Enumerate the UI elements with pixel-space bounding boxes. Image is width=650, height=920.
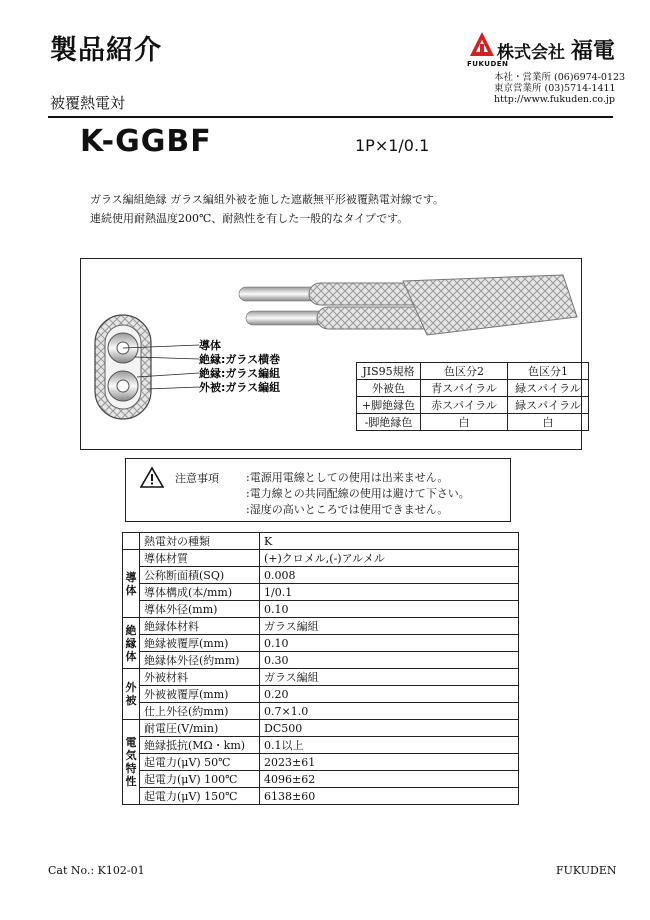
- table-header-cell: 色区分2: [421, 363, 508, 380]
- table-row: [123, 635, 519, 652]
- caution-title: 注意事項: [175, 472, 219, 485]
- spec-value: 1/0.1: [260, 584, 519, 601]
- title-divider: [48, 116, 613, 118]
- spec-label: 起電力(μV) 100℃: [140, 771, 260, 788]
- table-row: [357, 397, 589, 414]
- spec-value: DC500: [260, 720, 519, 737]
- table-cell: 緑スパイラル: [508, 380, 589, 397]
- table-row: [123, 771, 519, 788]
- spec-label: 絶縁抵抗(MΩ・km): [140, 737, 260, 754]
- spec-label: 熱電対の種類: [140, 533, 260, 550]
- spec-label: 起電力(μV) 150℃: [140, 788, 260, 805]
- spec-value: 0.7×1.0: [260, 703, 519, 720]
- product-model: K-GGBF: [80, 124, 212, 159]
- spec-label: 起電力(μV) 50℃: [140, 754, 260, 771]
- spec-label: 導体外径(mm): [140, 601, 260, 618]
- spec-value: 0.008: [260, 567, 519, 584]
- spec-label: 公称断面積(SQ): [140, 567, 260, 584]
- page-title: 製品紹介: [50, 35, 162, 66]
- table-row: [123, 584, 519, 601]
- spec-label: 導体構成(本/mm): [140, 584, 260, 601]
- logo-brand-text: FUKUDEN: [467, 60, 509, 68]
- label-insulation-wrap: 絶縁:ガラス横巻: [199, 353, 281, 366]
- table-row: [123, 703, 519, 720]
- spec-group-insulation: 絶 縁 体: [123, 618, 140, 669]
- description-line: ガラス編組絶縁 ガラス編組外被を施した遮蔽無平形被覆熱電対線です。: [90, 193, 444, 206]
- table-cell: 青スパイラル: [421, 380, 508, 397]
- product-description: [90, 190, 444, 228]
- spec-label: 耐電圧(V/min): [140, 720, 260, 737]
- spec-label: 絶縁体材料: [140, 618, 260, 635]
- table-cell: -脚絶縁色: [357, 414, 421, 431]
- table-row: [123, 601, 519, 618]
- spec-value: (+)クロメル,(-)アルメル: [260, 550, 519, 567]
- caution-item: :電力線との共同配線の使用は避けて下さい。: [246, 487, 470, 500]
- fukuden-logo-icon: [468, 30, 496, 64]
- product-spec: 1P×1/0.1: [355, 136, 430, 155]
- table-cell: 外被色: [357, 380, 421, 397]
- spec-label: 仕上外径(約mm): [140, 703, 260, 720]
- spec-value: 0.30: [260, 652, 519, 669]
- table-row: [357, 363, 589, 380]
- spec-label: 絶縁体外径(約mm): [140, 652, 260, 669]
- address-line: 本社・営業所 (06)6974-0123: [494, 72, 626, 83]
- description-line: 連続使用耐熱温度200℃、耐熱性を有した一般的なタイプです。: [90, 212, 409, 225]
- spec-label: 導体材質: [140, 550, 260, 567]
- spec-value: ガラス編組: [260, 618, 519, 635]
- spec-value: 2023±61: [260, 754, 519, 771]
- warning-icon: [140, 467, 164, 488]
- spec-value: K: [260, 533, 519, 550]
- spec-group-jacket: 外 被: [123, 669, 140, 720]
- cross-section-icon: [95, 315, 199, 419]
- table-cell: +脚絶縁色: [357, 397, 421, 414]
- table-header-cell: 色区分1: [508, 363, 589, 380]
- spec-table: [122, 532, 519, 805]
- spec-value: 0.1以上: [260, 737, 519, 754]
- table-cell: 白: [421, 414, 508, 431]
- table-row: [123, 788, 519, 805]
- website-url: http://www.fukuden.co.jp: [494, 94, 615, 105]
- spec-label: 外被被覆厚(mm): [140, 686, 260, 703]
- label-jacket-braid: 外被:ガラス編組: [199, 381, 281, 394]
- spec-value: 6138±60: [260, 788, 519, 805]
- caution-item: :電源用電線としての使用は出来ません。: [246, 471, 449, 484]
- table-row: [357, 414, 589, 431]
- table-header-cell: JIS95規格: [357, 363, 421, 380]
- table-row: [123, 533, 519, 550]
- spec-group-conductor: 導 体: [123, 550, 140, 618]
- spec-value: 0.20: [260, 686, 519, 703]
- company-address: [494, 72, 625, 105]
- address-line: 東京営業所 (03)5714-1411: [494, 83, 616, 94]
- table-cell: 白: [508, 414, 589, 431]
- company-name: [497, 34, 615, 65]
- table-row: [123, 754, 519, 771]
- company-name-main: 福電: [570, 38, 615, 64]
- color-code-table: [356, 362, 589, 431]
- table-row: [123, 652, 519, 669]
- label-insulation-braid: 絶縁:ガラス編組: [199, 367, 281, 380]
- table-row: [123, 737, 519, 754]
- spec-label: 外被材料: [140, 669, 260, 686]
- table-row: [123, 669, 519, 686]
- table-row: [123, 686, 519, 703]
- table-cell: 赤スパイラル: [421, 397, 508, 414]
- spec-group-cell: [123, 533, 140, 550]
- table-row: [123, 550, 519, 567]
- label-conductor: 導体: [199, 339, 221, 352]
- table-row: [123, 720, 519, 737]
- caution-list: [246, 470, 470, 518]
- spec-value: 4096±62: [260, 771, 519, 788]
- caution-item: :湿度の高いところでは使用できません。: [246, 503, 449, 516]
- catalog-number: Cat No.: K102-01: [48, 864, 145, 877]
- table-row: [123, 618, 519, 635]
- table-cell: 緑スパイラル: [508, 397, 589, 414]
- spec-group-electrical: 電 気 特 性: [123, 720, 140, 805]
- table-row: [357, 380, 589, 397]
- company-prefix: 株式会社: [497, 43, 565, 63]
- footer-brand: FUKUDEN: [556, 864, 617, 877]
- page-subtitle: 被覆熱電対: [50, 94, 126, 112]
- spec-value: 0.10: [260, 635, 519, 652]
- table-row: [123, 567, 519, 584]
- spec-value: ガラス編組: [260, 669, 519, 686]
- spec-label: 絶縁被覆厚(mm): [140, 635, 260, 652]
- spec-value: 0.10: [260, 601, 519, 618]
